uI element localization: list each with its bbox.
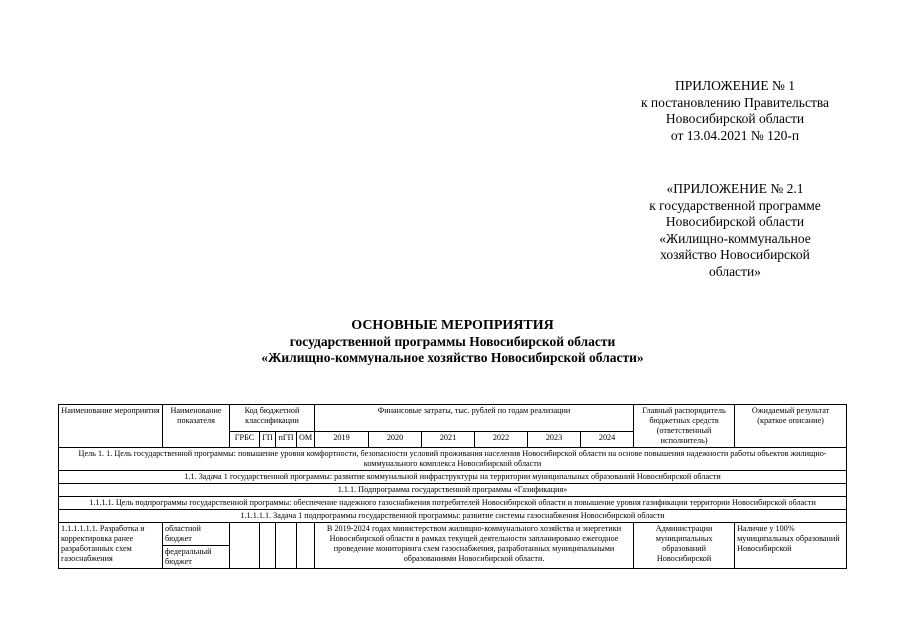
header-year-2019: 2019 xyxy=(315,432,369,448)
appendix-1-line3: Новосибирской области xyxy=(665,111,805,126)
gp-cell xyxy=(260,523,276,569)
distributor-cell: Администрации муниципальных образований Новосибирской xyxy=(634,523,735,569)
om-cell xyxy=(297,523,315,569)
indicator-federal-budget: федеральный бюджет xyxy=(163,546,230,569)
header-event-name: Наименование мероприятия xyxy=(59,405,163,448)
header-result: Ожидаемый результат (краткое описание) xyxy=(735,405,847,448)
header-grbs: ГРБС xyxy=(230,432,260,448)
header-year-2020: 2020 xyxy=(369,432,422,448)
appendix-2-line1: «ПРИЛОЖЕНИЕ № 2.1 xyxy=(666,181,804,196)
title-line1: ОСНОВНЫЕ МЕРОПРИЯТИЯ xyxy=(351,318,554,333)
header-year-2023: 2023 xyxy=(528,432,581,448)
grbs-cell xyxy=(230,523,260,569)
appendix-1-line4: от 13.04.2021 № 120-п xyxy=(670,127,800,143)
title-line3: «Жилищно-коммунальное хозяйство Новосибирской области» xyxy=(261,350,644,365)
header-indicator: Наименование показателя xyxy=(163,405,230,448)
header-row-1 xyxy=(59,405,847,432)
appendix-2-line3: Новосибирской области xyxy=(665,214,805,229)
subgoal-row xyxy=(59,497,847,510)
appendix-2-block xyxy=(600,181,870,280)
header-gp: ГП xyxy=(260,432,276,448)
header-year-2021: 2021 xyxy=(422,432,475,448)
document-title xyxy=(0,317,905,366)
subtask-row xyxy=(59,510,847,523)
appendix-1-line1: ПРИЛОЖЕНИЕ № 1 xyxy=(674,78,796,93)
task-row xyxy=(59,471,847,484)
subprogram-row xyxy=(59,484,847,497)
appendix-2-line5: хозяйство Новосибирской xyxy=(660,247,810,262)
pgp-cell xyxy=(276,523,297,569)
event-cell: 1.1.1.1.1.1. Разработка и корректировка ранее разработанных схем газоснабжения xyxy=(59,523,163,569)
task-1-1-text: 1.1. Задача 1 государственной программы: развитие коммунальной инфраструктуры на территории муниципальных образований Новосибирской области xyxy=(59,471,847,484)
header-financial: Финансовые затраты, тыс. рублей по годам реализации xyxy=(315,405,634,432)
indicator-regional-budget: областной бюджет xyxy=(163,523,230,546)
subprogram-1-1-1-text: 1.1.1. Подпрограмма государственной программы «Газификация» xyxy=(59,484,847,497)
appendix-2-line4: «Жилищно-коммунальное xyxy=(659,230,811,246)
header-om: ОМ xyxy=(297,432,315,448)
appendix-2-line6: области» xyxy=(709,263,761,279)
goal-1-1-1-1-text: 1.1.1.1. Цель подпрограммы государственной программы: обеспечение надежного газоснабжения потребителей Новосибирской области и повышение уровня газификации территории Новосибирской области xyxy=(59,497,847,510)
header-distributor: Главный распорядитель бюджетных средств (ответственный исполнитель) xyxy=(634,405,735,448)
header-year-2024: 2024 xyxy=(581,432,634,448)
table-row xyxy=(59,523,847,546)
title-line2: государственной программы Новосибирской области xyxy=(289,334,616,349)
goal-1-text: Цель 1. 1. Цель государственной программы: повышение уровня комфортности, безопасности условий проживания населения Новосибирской области на основе повышения надежности работы объектов жилищно-коммунального комплекса Новосибирской области xyxy=(59,448,847,471)
appendix-1-line2: к постановлению Правительства xyxy=(640,94,830,110)
goal-row xyxy=(59,448,847,471)
header-pgp: пГП xyxy=(276,432,297,448)
header-budget-code: Код бюджетной классификации xyxy=(230,405,315,432)
task-1-1-1-1-1-text: 1.1.1.1.1. Задача 1 подпрограммы государственной программы: развитие системы газоснабжения Новосибирской области xyxy=(59,510,847,523)
appendix-1-block xyxy=(600,78,870,144)
financial-description-cell: В 2019-2024 годах министерством жилищно-коммунального хозяйства и энергетики Новосибирской области в рамках текущей деятельности запланировано ежегодное проведение мониторинга схем газоснабжения, разработанных муниципальными образованиями Новосибирской области. xyxy=(315,523,634,569)
result-cell: Наличие у 100% муниципальных образований Новосибирской xyxy=(735,523,847,569)
events-table xyxy=(58,404,847,569)
header-year-2022: 2022 xyxy=(475,432,528,448)
appendix-2-line2: к государственной программе xyxy=(649,197,821,213)
